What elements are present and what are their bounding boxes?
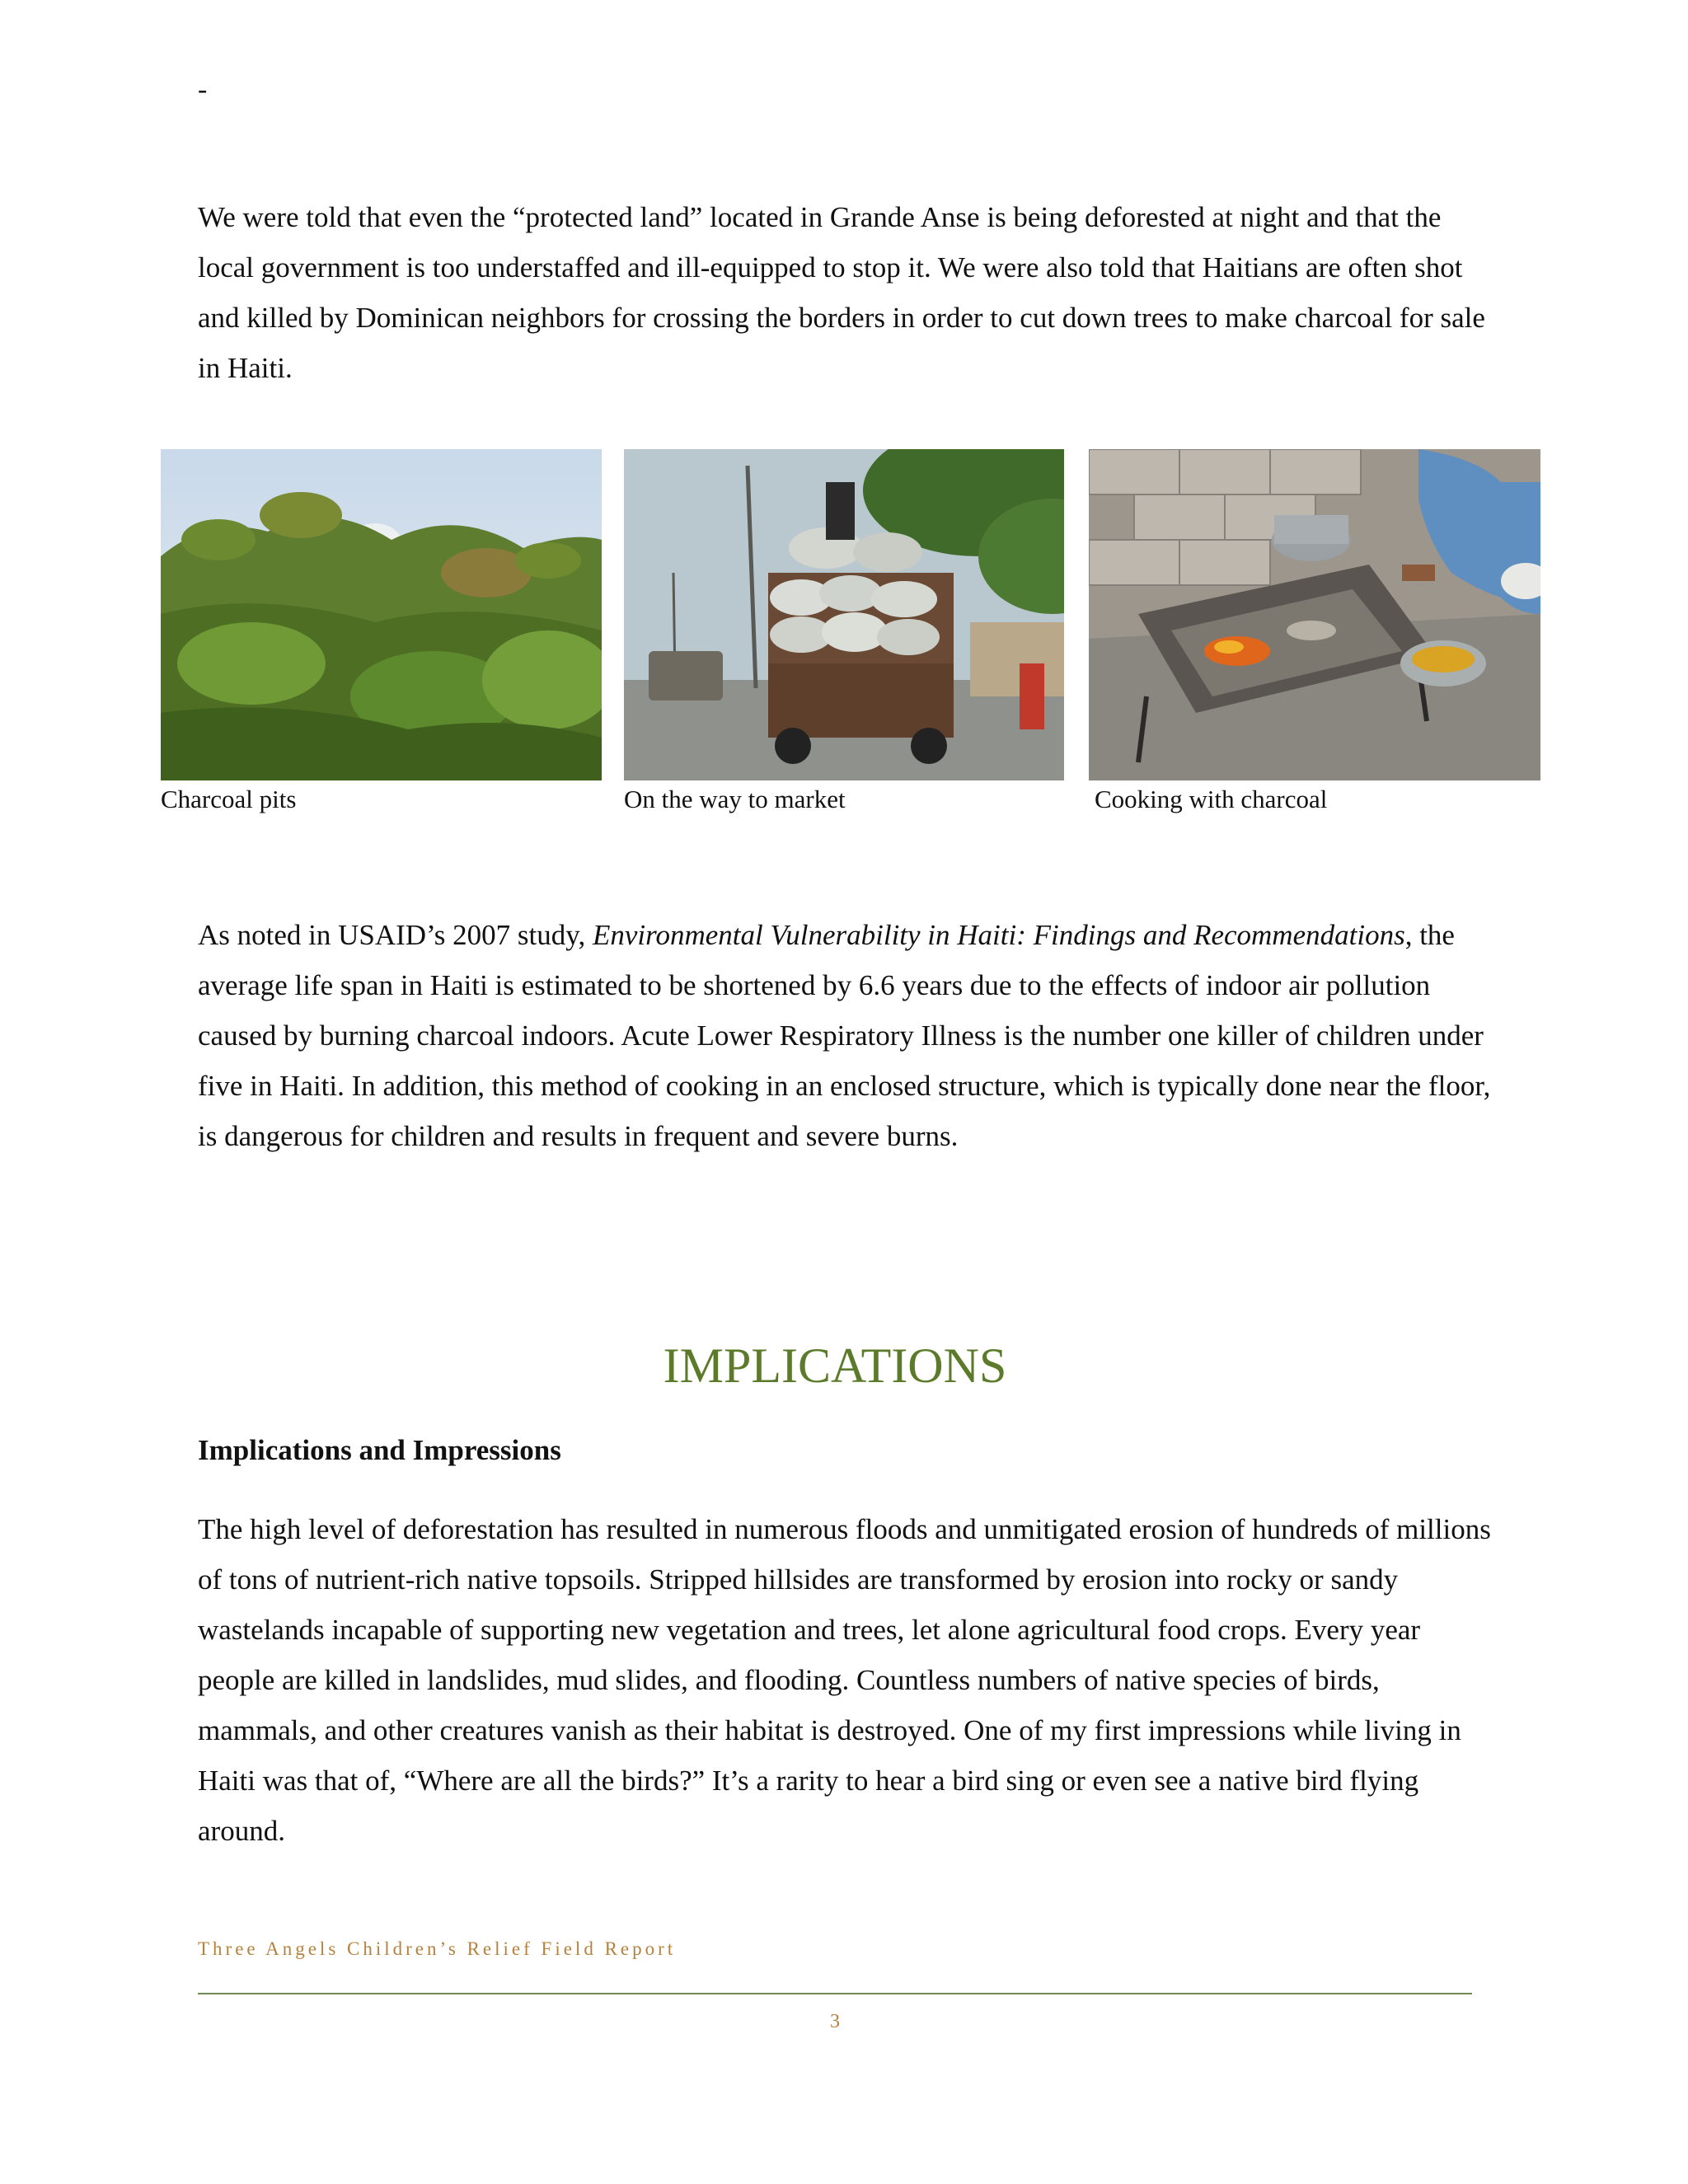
photo-charcoal-pits: [161, 449, 602, 780]
paragraph-usaid-body: , the average life span in Haiti is estimated to be shortened by 6.6 years due to the effects of indoor air pollution caused by burning charcoal indoors. Acute Lower Respiratory Illness is the number one killer of children under five in Haiti. In addition, this method of cooking in an enclosed structure, which is typically done near the floor, is dangerous for children and results in frequent and severe burns.: [198, 919, 1491, 1152]
charcoal-stove-image: [1089, 449, 1540, 780]
caption-charcoal-pits: Charcoal pits: [161, 785, 297, 813]
photo-on-the-way-to-market: [624, 449, 1064, 780]
paragraph-usaid-intro: As noted in USAID’s 2007 study,: [198, 919, 593, 951]
paragraph-deforestation: We were told that even the “protected land” located in Grande Anse is being deforested at night and that the local government is too understaffed and ill-equipped to stop it. We were also told that Haitians are often shot and killed by Dominican neighbors for crossing the borders in order to cut down trees to make charcoal for sale in Haiti.: [198, 201, 1485, 384]
caption-cooking-with-charcoal: Cooking with charcoal: [1095, 785, 1328, 813]
study-title: Environmental Vulnerability in Haiti: Findings and Recommendations: [593, 919, 1405, 951]
header-mark: -: [198, 74, 208, 105]
section-subheading: Implications and Impressions: [198, 1434, 561, 1466]
charcoal-truck-image: [624, 449, 1064, 780]
forest-hillside-image: [161, 449, 602, 780]
footer-divider: [198, 1993, 1472, 1994]
paragraph-implications: The high level of deforestation has resulted in numerous floods and unmitigated erosion of hundreds of millions of tons of nutrient-rich native topsoils. Stripped hillsides are transformed by erosion into rocky or sandy wastelands incapable of supporting new vegetation and trees, let alone agricultural food crops. Every year people are killed in landslides, mud slides, and flooding. Countless numbers of native species of birds, mammals, and other creatures vanish as their habitat is destroyed. One of my first impressions while living in Haiti was that of, “Where are all the birds?” It’s a rarity to hear a bird sing or even see a native bird flying around.: [198, 1513, 1491, 1847]
page-number: 3: [830, 2011, 840, 2032]
paragraph-usaid-study: [198, 910, 1492, 1161]
section-title: IMPLICATIONS: [663, 1338, 1007, 1393]
caption-on-the-way-to-market: On the way to market: [624, 785, 846, 813]
photo-cooking-with-charcoal: [1089, 449, 1540, 780]
footer-report-name: Three Angels Children’s Relief Field Report: [198, 1938, 677, 1959]
